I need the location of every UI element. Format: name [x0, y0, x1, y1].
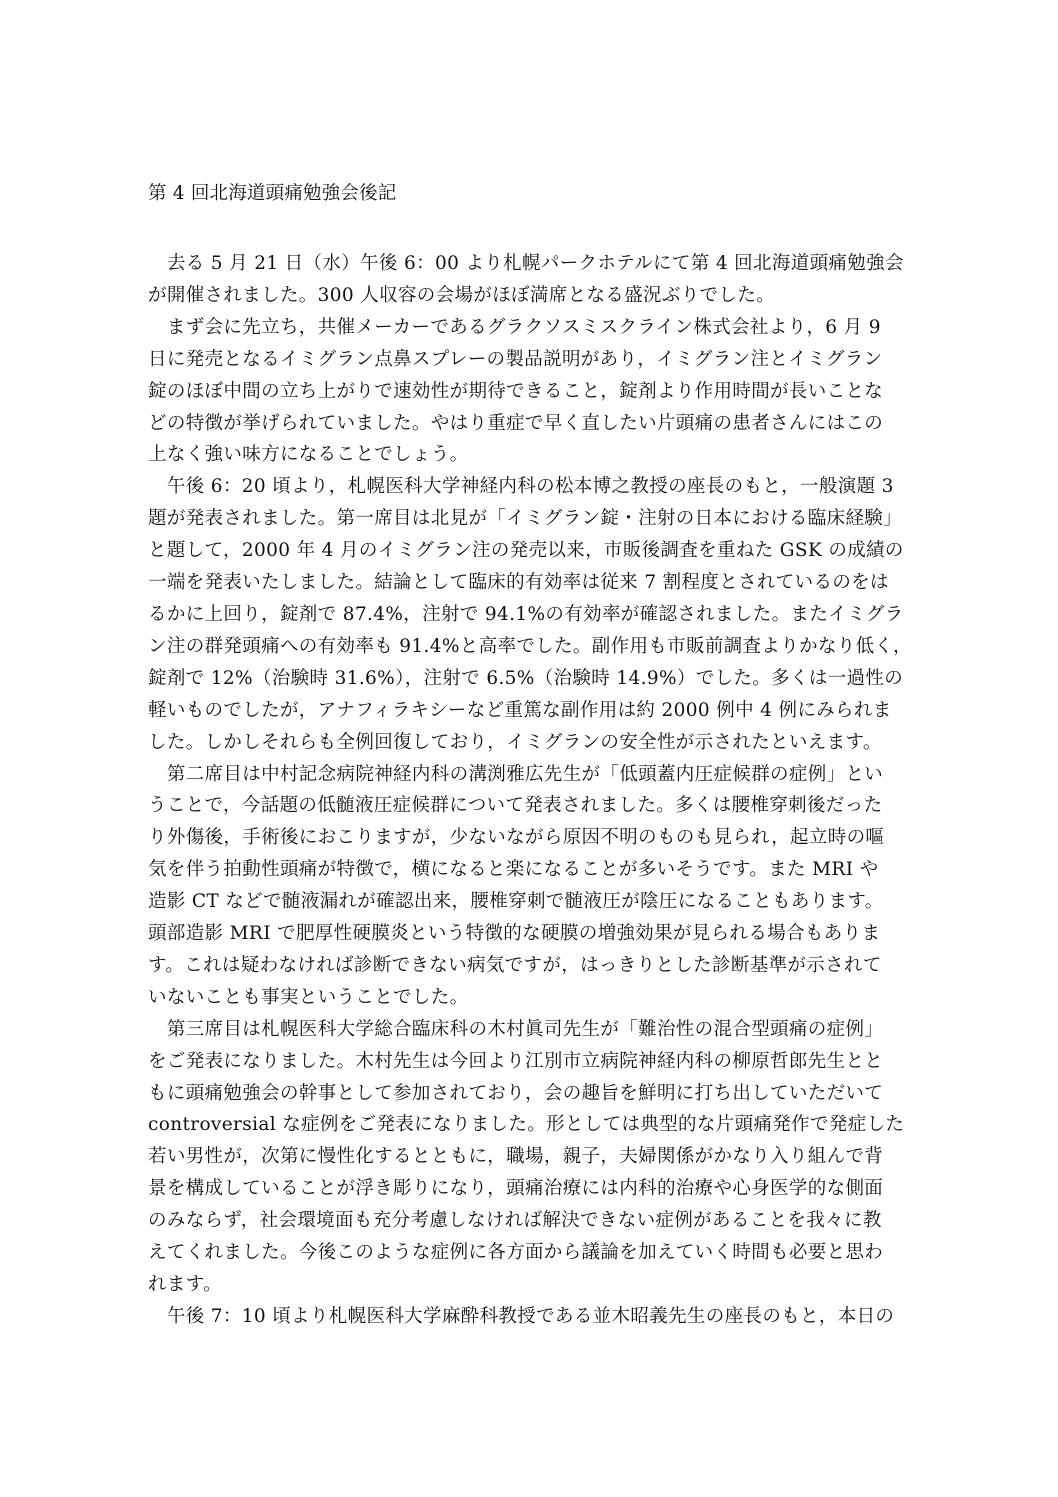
- body-line: るかに上回り，錠剤で 87.4%，注射で 94.1%の有効率が確認されました。またイミグラ: [148, 603, 904, 625]
- body-line: まず会に先立ち，共催メーカーであるグラクソスミスクライン株式会社より，6 月 9: [148, 316, 881, 338]
- body-line: 上なく強い味方になることでしょう。: [148, 444, 469, 466]
- body-line: 第三席目は札幌医科大学総合臨床科の木村眞司先生が「難治性の混合型頭痛の症例」: [148, 1018, 884, 1040]
- body-line: 造影 CT などで髄液漏れが確認出来，腰椎穿刺で髄液圧が陰圧になることもあります。: [148, 891, 884, 913]
- document-page: [148, 178, 910, 1333]
- body-line: もに頭痛勉強会の幹事として参加されており，会の趣旨を鮮明に打ち出していただいて: [148, 1082, 884, 1104]
- body-line: 頭部造影 MRI で肥厚性硬膜炎という特徴的な硬膜の増強効果が見られる場合もありま: [148, 923, 881, 945]
- body-line: えてくれました。今後このような症例に各方面から議論を加えていく時間も必要と思わ: [148, 1242, 884, 1264]
- body-line: 午後 7：10 頃より札幌医科大学麻酔科教授である並木昭義先生の座長のもと，本日の: [148, 1305, 895, 1327]
- body-line: 午後 6：20 頃より，札幌医科大学神経内科の松本博之教授の座長のもと，一般演題 3: [148, 476, 894, 498]
- body-line: 日に発売となるイミグラン点鼻スプレーの製品説明があり，イミグラン注とイミグラン: [148, 348, 883, 370]
- body-line: どの特徴が挙げられていました。やはり重症で早く直したい片頭痛の患者さんにはこの: [148, 412, 884, 434]
- body-line: 題が発表されました。第一席目は北見が「イミグラン錠・注射の日本における臨床経験」: [148, 508, 903, 530]
- body-line: 一端を発表いたしました。結論として臨床的有効率は従来 7 割程度とされているのをは: [148, 572, 889, 594]
- document-title: 第 4 回北海道頭痛勉強会後記: [148, 183, 397, 204]
- body-line: をご発表になりました。木村先生は今回より江別市立病院神経内科の柳原哲郎先生とと: [148, 1050, 884, 1072]
- body-line: のみならず，社会環境面も充分考慮しなければ解決できない症例があることを我々に教: [148, 1210, 882, 1232]
- body-line: いないことも事実ということでした。: [148, 986, 469, 1008]
- body-line: ン注の群発頭痛への有効率も 91.4%と高率でした。副作用も市販前調査よりかなり低く，: [148, 635, 912, 657]
- body-line: 若い男性が，次第に慢性化するとともに，職場，親子，夫婦関係がかなり入り組んで背: [148, 1146, 884, 1168]
- document-body: [148, 248, 910, 1333]
- body-line: が開催されました。300 人収容の会場がほぼ満席となる盛況ぶりでした。: [148, 284, 775, 306]
- body-line: 去る 5 月 21 日（水）午後 6：00 より札幌パークホテルにて第 4 回北海道頭痛勉強会: [148, 253, 904, 274]
- body-line: 錠剤で 12%（治験時 31.6%），注射で 6.5%（治験時 14.9%）でした。多くは一過性の: [148, 667, 904, 689]
- body-line: した。しかしそれらも全例回復しており，イミグランの安全性が示されたといえます。: [148, 731, 882, 753]
- body-line: 軽いものでしたが，アナフィラキシーなど重篤な副作用は約 2000 例中 4 例にみられま: [148, 699, 892, 721]
- body-line: す。これは疑わなければ診断できない病気ですが，はっきりとした診断基準が示されて: [148, 954, 882, 976]
- body-line: controversial な症例をご発表になりました。形としては典型的な片頭痛発作で発症した: [148, 1114, 905, 1136]
- body-line: り外傷後，手術後におこりますが，少ないながら原因不明のものも見られ，起立時の嘔: [148, 827, 885, 849]
- body-line: 錠のほぼ中間の立ち上がりで速効性が期待できること，錠剤より作用時間が長いことな: [148, 380, 884, 402]
- body-line: 気を伴う拍動性頭痛が特徴で，横になると楽になることが多いそうです。また MRI や: [148, 859, 879, 881]
- body-line: れます。: [148, 1274, 222, 1295]
- body-line: うことで，今話題の低髄液圧症候群について発表されました。多くは腰椎穿刺後だった: [148, 795, 883, 817]
- body-line: 景を構成していることが浮き彫りになり，頭痛治療には内科的治療や心身医学的な側面: [148, 1178, 884, 1200]
- body-line: と題して，2000 年 4 月のイミグラン注の発売以来，市販後調査を重ねた GSK の成績の: [148, 540, 904, 562]
- body-line: 第二席目は中村記念病院神経内科の溝渕雅広先生が「低頭蓋内圧症候群の症例」とい: [148, 763, 884, 785]
